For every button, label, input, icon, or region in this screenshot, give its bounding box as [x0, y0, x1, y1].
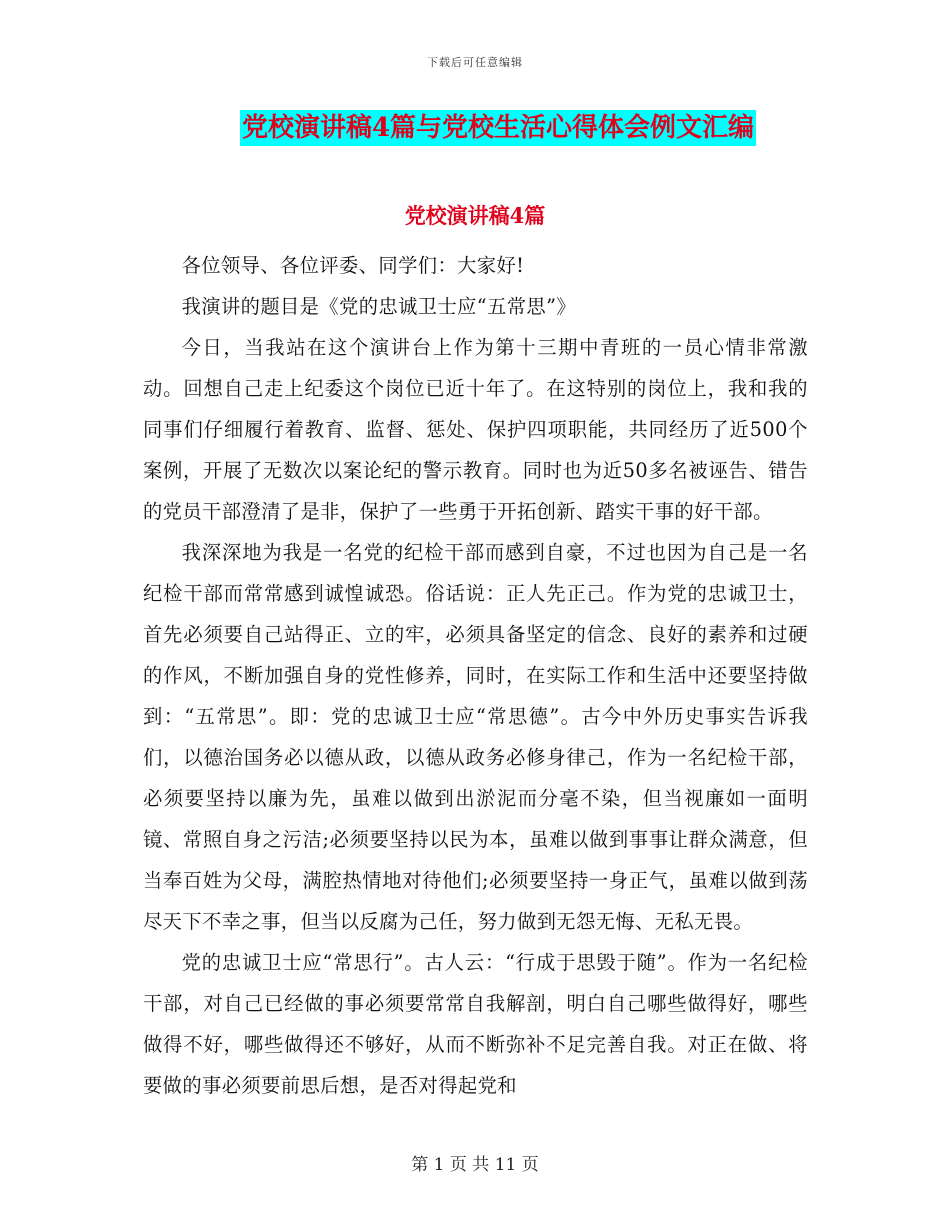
header-note: 下载后可任意编辑	[427, 56, 523, 69]
paragraph: 今日，当我站在这个演讲台上作为第十三期中青班的一员心情非常激动。回想自己走上纪委这个岗位已近十年了。在这特别的岗位上，我和我的同事们仔细履行着教育、监督、惩处、保护四项职能，共同经历了近500个案例，开展了无数次以案论纪的警示教育。同时也为近50多名被诬告、错告的党员干部澄清了是非，保护了一些勇于开拓创新、踏实干事的好干部。	[143, 336, 808, 523]
page-footer: 第 1 页 共 11 页	[411, 1155, 539, 1175]
document-title-wrapper	[0, 110, 950, 146]
paragraph-topic: 我演讲的题目是《党的忠诚卫士应“五常思”》	[181, 295, 577, 318]
paragraph: 我深深地为我是一名党的纪检干部而感到自豪，不过也因为自己是一名纪检干部而常常感到诚惶诚恐。俗话说：正人先正己。作为党的忠诚卫士，首先必须要自己站得正、立的牢，必须具备坚定的信念、良好的素养和过硬的作风，不断加强自身的党性修养，同时，在实际工作和生活中还要坚持做到：“五常思”。即：党的忠诚卫士应“常思德”。古今中外历史事实告诉我们，以德治国务必以德从政，以德从政务必修身律己，作为一名纪检干部，必须要坚持以廉为先，虽难以做到出淤泥而分毫不染，但当视廉如一面明镜、常照自身之污洁;必须要坚持以民为本，虽难以做到事事让群众满意，但当奉百姓为父母，满腔热情地对待他们;必须要坚持一身正气，虽难以做到荡尽天下不幸之事，但当以反腐为己任，努力做到无怨无悔、无私无畏。	[143, 541, 808, 933]
section-title: 党校演讲稿4篇	[404, 203, 546, 228]
paragraph-greeting: 各位领导、各位评委、同学们：大家好!	[181, 254, 525, 277]
paragraph: 党的忠诚卫士应“常思行”。古人云：“行成于思毁于随”。作为一名纪检干部，对自己已经做的事必须要常常自我解剖，明白自己哪些做得好，哪些做得不好，哪些做得还不够好，从而不断弥补不足完善自我。对正在做、将要做的事必须要前思后想，是否对得起党和	[143, 951, 808, 1097]
document-title: 党校演讲稿4篇与党校生活心得体会例文汇编	[240, 110, 756, 146]
document-body	[143, 245, 808, 1106]
